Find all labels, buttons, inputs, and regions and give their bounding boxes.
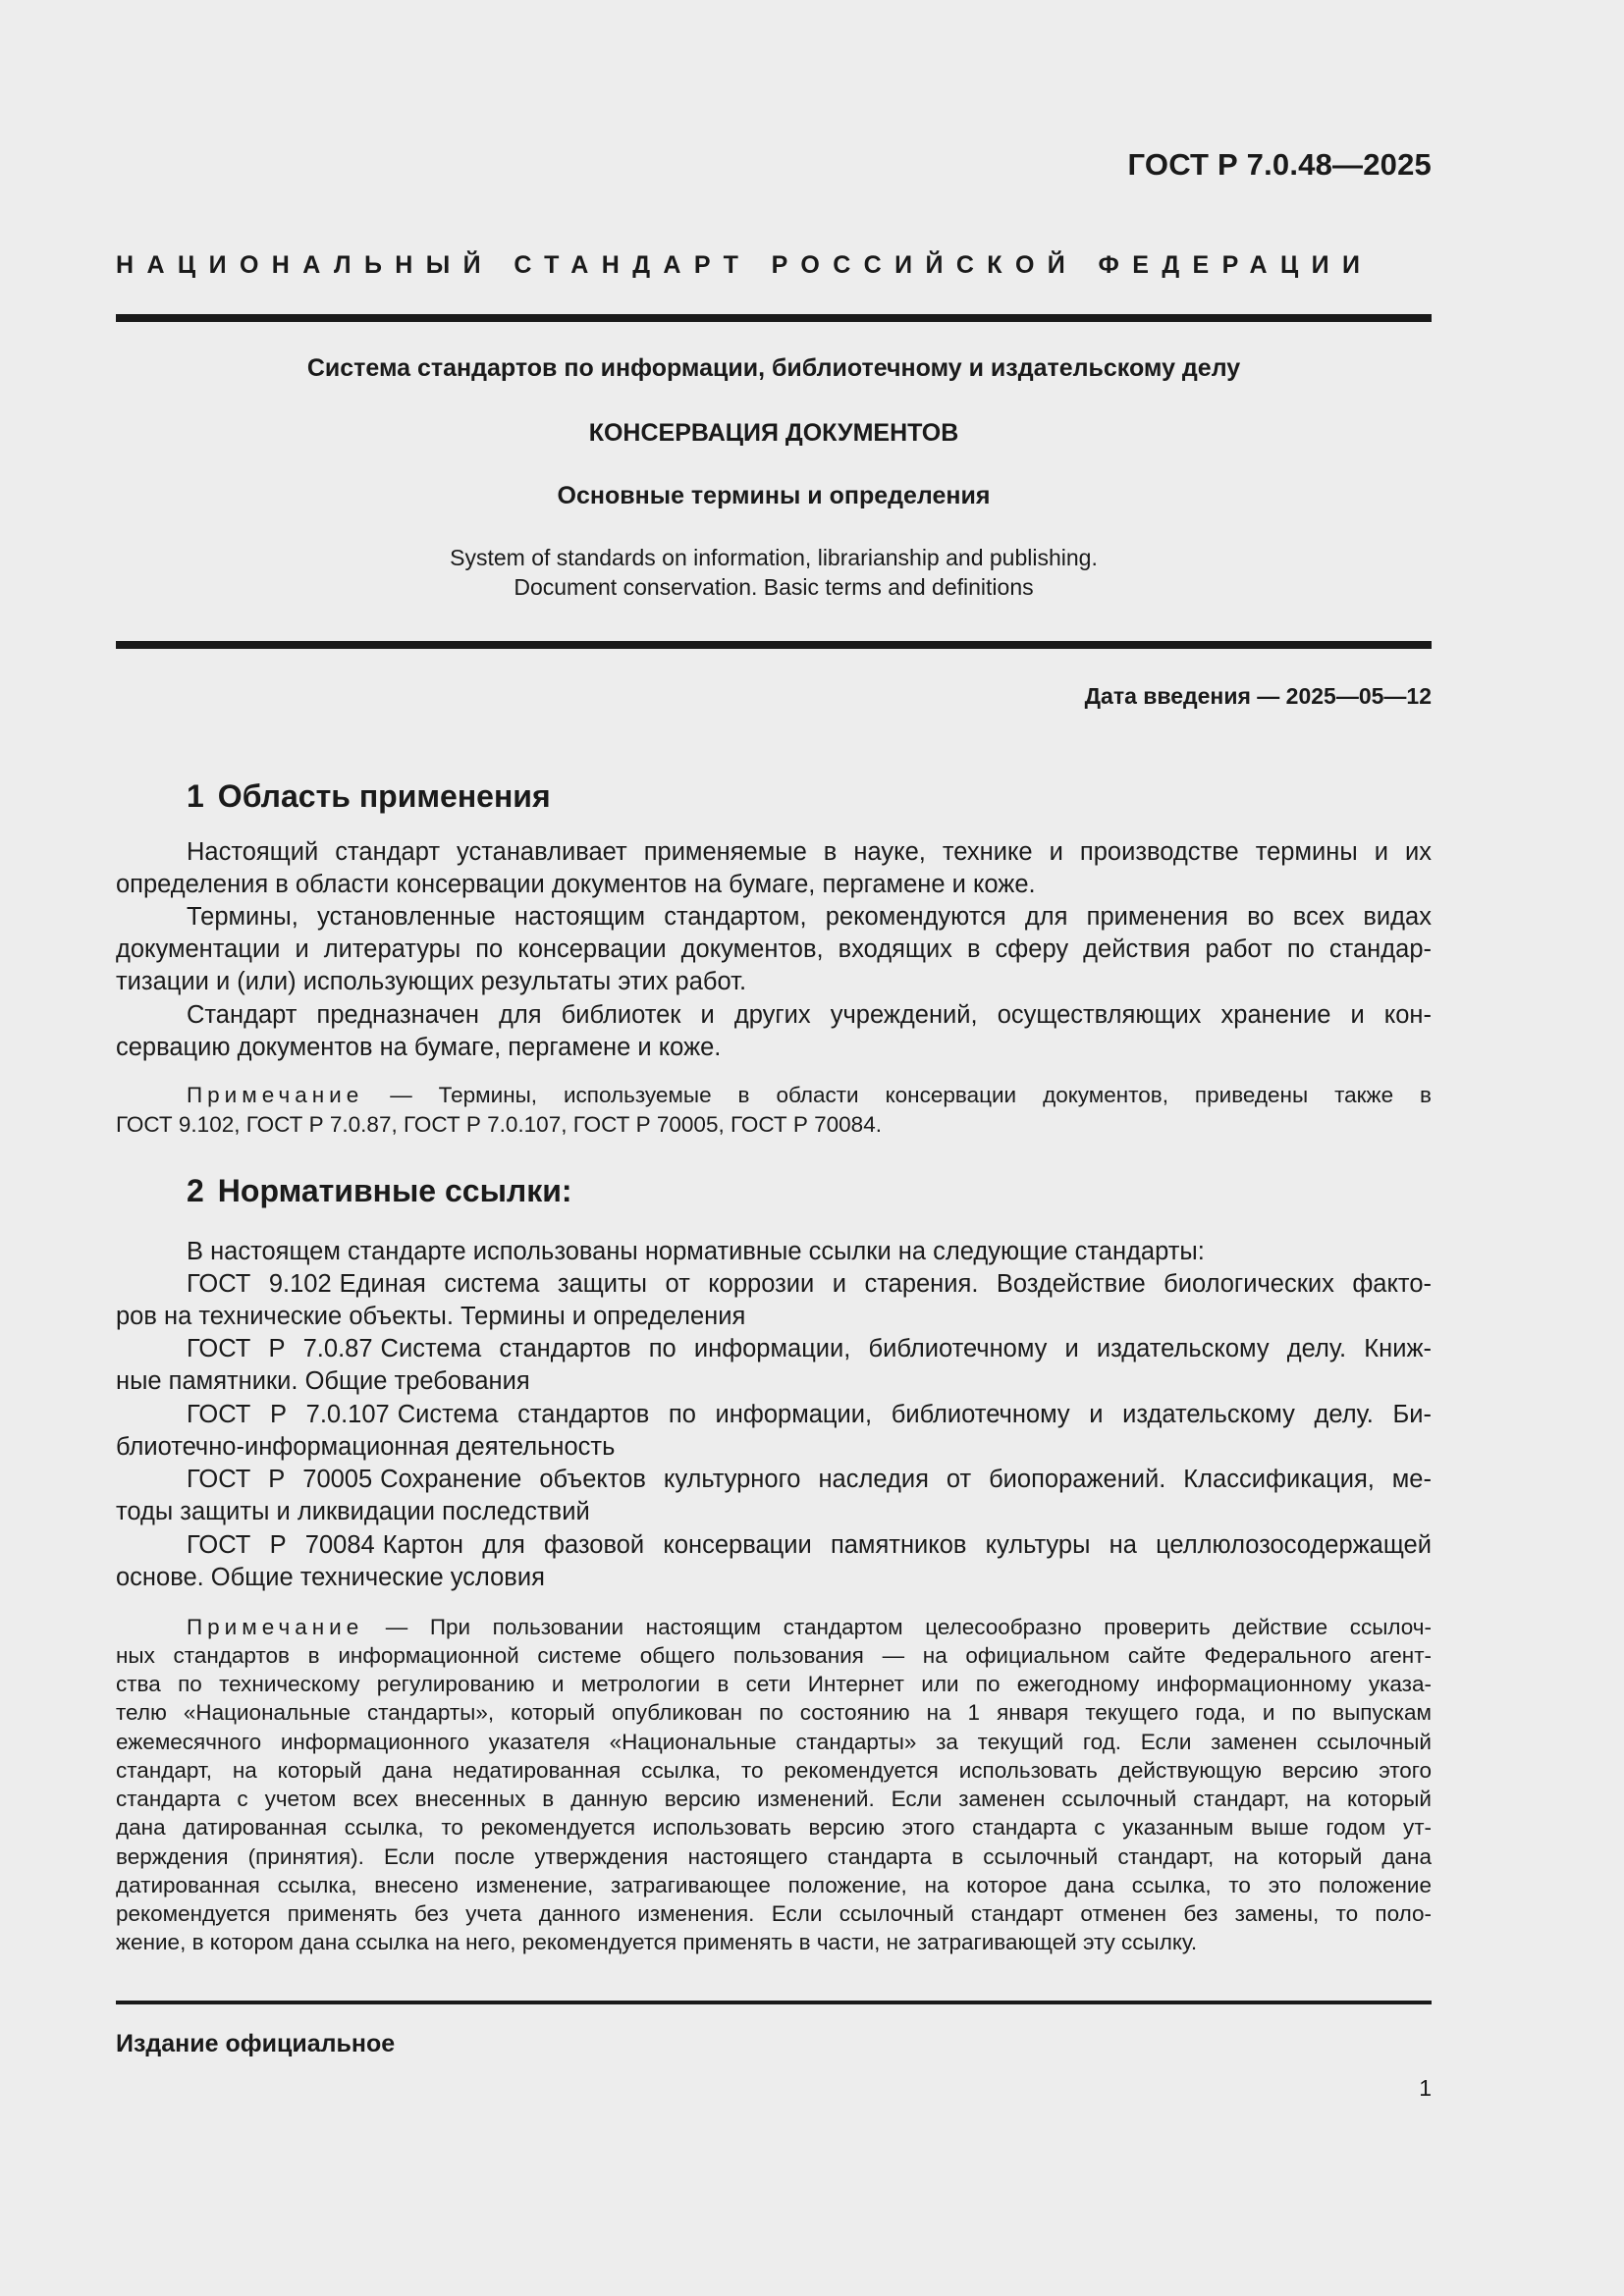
document-subtitle: Основные термины и определения — [557, 482, 991, 509]
national-standard-heading: НАЦИОНАЛЬНЫЙ СТАНДАРТ РОССИЙСКОЙ ФЕДЕРАЦИИ — [116, 251, 1374, 279]
section-number: 1 — [187, 778, 204, 814]
text-line: Стандарт предназначен для библиотек и других учреждений, осуществляющих хранение и кон- — [187, 1001, 1432, 1029]
reference-line: тоды защиты и ликвидации последствий — [116, 1498, 590, 1525]
english-title-line: Document conservation. Basic terms and definitions — [514, 574, 1034, 600]
note-line: ГОСТ 9.102, ГОСТ Р 7.0.87, ГОСТ Р 7.0.107, ГОСТ Р 70005, ГОСТ Р 70084. — [116, 1112, 882, 1137]
reference-line: ГОСТ Р 7.0.87 Система стандартов по информации, библиотечному и издательскому делу. Книж- — [187, 1335, 1432, 1362]
top-divider — [116, 314, 1432, 322]
section-number: 2 — [187, 1173, 204, 1208]
note-line: стандарт, на который дана недатированная ссылка, то рекомендуется использовать действующую версию этого — [116, 1758, 1432, 1783]
reference-line: ГОСТ Р 7.0.107 Система стандартов по информации, библиотечному и издательскому делу. Би- — [187, 1401, 1432, 1428]
standards-series: Система стандартов по информации, библиотечному и издательскому делу — [306, 354, 1241, 382]
reference-line: ГОСТ Р 70084 Картон для фазовой консервации памятников культуры на целлюлозосодержащей — [187, 1531, 1432, 1559]
reference-line: основе. Общие технические условия — [116, 1564, 545, 1591]
section-title: Нормативные ссылки: — [217, 1173, 572, 1208]
reference-line: ров на технические объекты. Термины и определения — [116, 1303, 746, 1330]
official-edition-label: Издание официальное — [116, 2030, 396, 2057]
text-line: сервацию документов на бумаге, пергамене и коже. — [116, 1034, 722, 1061]
section-heading — [187, 778, 551, 815]
text-line: Термины, установленные настоящим стандартом, рекомендуются для применения во всех видах — [187, 903, 1432, 931]
note-label: Примечание — [187, 1083, 364, 1107]
gost-number: ГОСТ Р 7.0.48—2025 — [1127, 147, 1432, 182]
note-line: рекомендуется применять без учета данного изменения. Если ссылочный стандарт отменен без замены, то поло- — [116, 1901, 1432, 1926]
note-line: ства по техническому регулированию и метрологии в сети Интернет или по ежегодному информационному указа- — [116, 1672, 1432, 1696]
note-line: датированная ссылка, внесено изменение, затрагивающее положение, на которое дана ссылка, то это положение — [116, 1873, 1432, 1897]
text-line: определения в области консервации документов на бумаге, пергамене и коже. — [116, 871, 1036, 898]
note-line: верждения (принятия). Если после утверждения настоящего стандарта в ссылочный стандарт, на который дана — [116, 1844, 1432, 1869]
page-number: 1 — [1419, 2075, 1432, 2101]
note-line: жение, в котором дана ссылка на него, рекомендуется применять в части, не затрагивающей эту ссылку. — [116, 1930, 1198, 1954]
title-divider — [116, 641, 1432, 649]
note-label: Примечание — [187, 1615, 364, 1639]
text-line: тизации и (или) использующих результаты этих работ. — [116, 968, 747, 995]
text-line: документации и литературы по консервации документов, входящих в сферу действия работ по стандар- — [116, 935, 1432, 963]
reference-code: ГОСТ Р 70005 — [187, 1466, 373, 1493]
note-line: стандарта с учетом всех внесенных в данную версию изменений. Если заменен ссылочный стандарт, на который — [116, 1787, 1432, 1811]
reference-code: ГОСТ Р 7.0.107 — [187, 1401, 390, 1428]
document-title: КОНСЕРВАЦИЯ ДОКУМЕНТОВ — [588, 419, 959, 447]
note-line: Примечание — Термины, используемые в области консервации документов, приведены также в — [187, 1083, 1432, 1107]
reference-code: ГОСТ Р 70084 — [187, 1531, 375, 1559]
english-title-line: System of standards on information, librarianship and publishing. — [450, 545, 1098, 570]
reference-line: блиотечно-информационная деятельность — [116, 1433, 616, 1461]
section-heading — [187, 1173, 572, 1209]
introduction-date: Дата введения — 2025—05—12 — [1084, 683, 1432, 709]
note-line: телю «Национальные стандарты», который опубликован по состоянию на 1 января текущего года, и по выпускам — [116, 1700, 1432, 1725]
reference-line: ГОСТ Р 70005 Сохранение объектов культурного наследия от биопоражений. Классификация, ме- — [187, 1466, 1432, 1493]
footer-divider — [116, 2001, 1432, 2004]
note-line: ных стандартов в информационной системе общего пользования — на официальном сайте Федерального агент- — [116, 1643, 1432, 1668]
note-line: дана датированная ссылка, то рекомендуется использовать версию этого стандарта с указанным выше годом ут- — [116, 1815, 1432, 1840]
reference-line: ные памятники. Общие требования — [116, 1367, 530, 1395]
reference-code: ГОСТ 9.102 — [187, 1270, 332, 1298]
text-line: Настоящий стандарт устанавливает применяемые в науке, технике и производстве термины и их — [187, 838, 1432, 866]
text-line: В настоящем стандарте использованы нормативные ссылки на следующие стандарты: — [187, 1238, 1205, 1265]
reference-code: ГОСТ Р 7.0.87 — [187, 1335, 373, 1362]
note-line: Примечание — При пользовании настоящим стандартом целесообразно проверить действие ссылоч- — [187, 1615, 1432, 1639]
section-title: Область применения — [217, 778, 551, 814]
reference-line: ГОСТ 9.102 Единая система защиты от коррозии и старения. Воздействие биологических факто- — [187, 1270, 1432, 1298]
note-line: ежемесячного информационного указателя «Национальные стандарты» за текущий год. Если заменен ссылочный — [116, 1730, 1432, 1754]
